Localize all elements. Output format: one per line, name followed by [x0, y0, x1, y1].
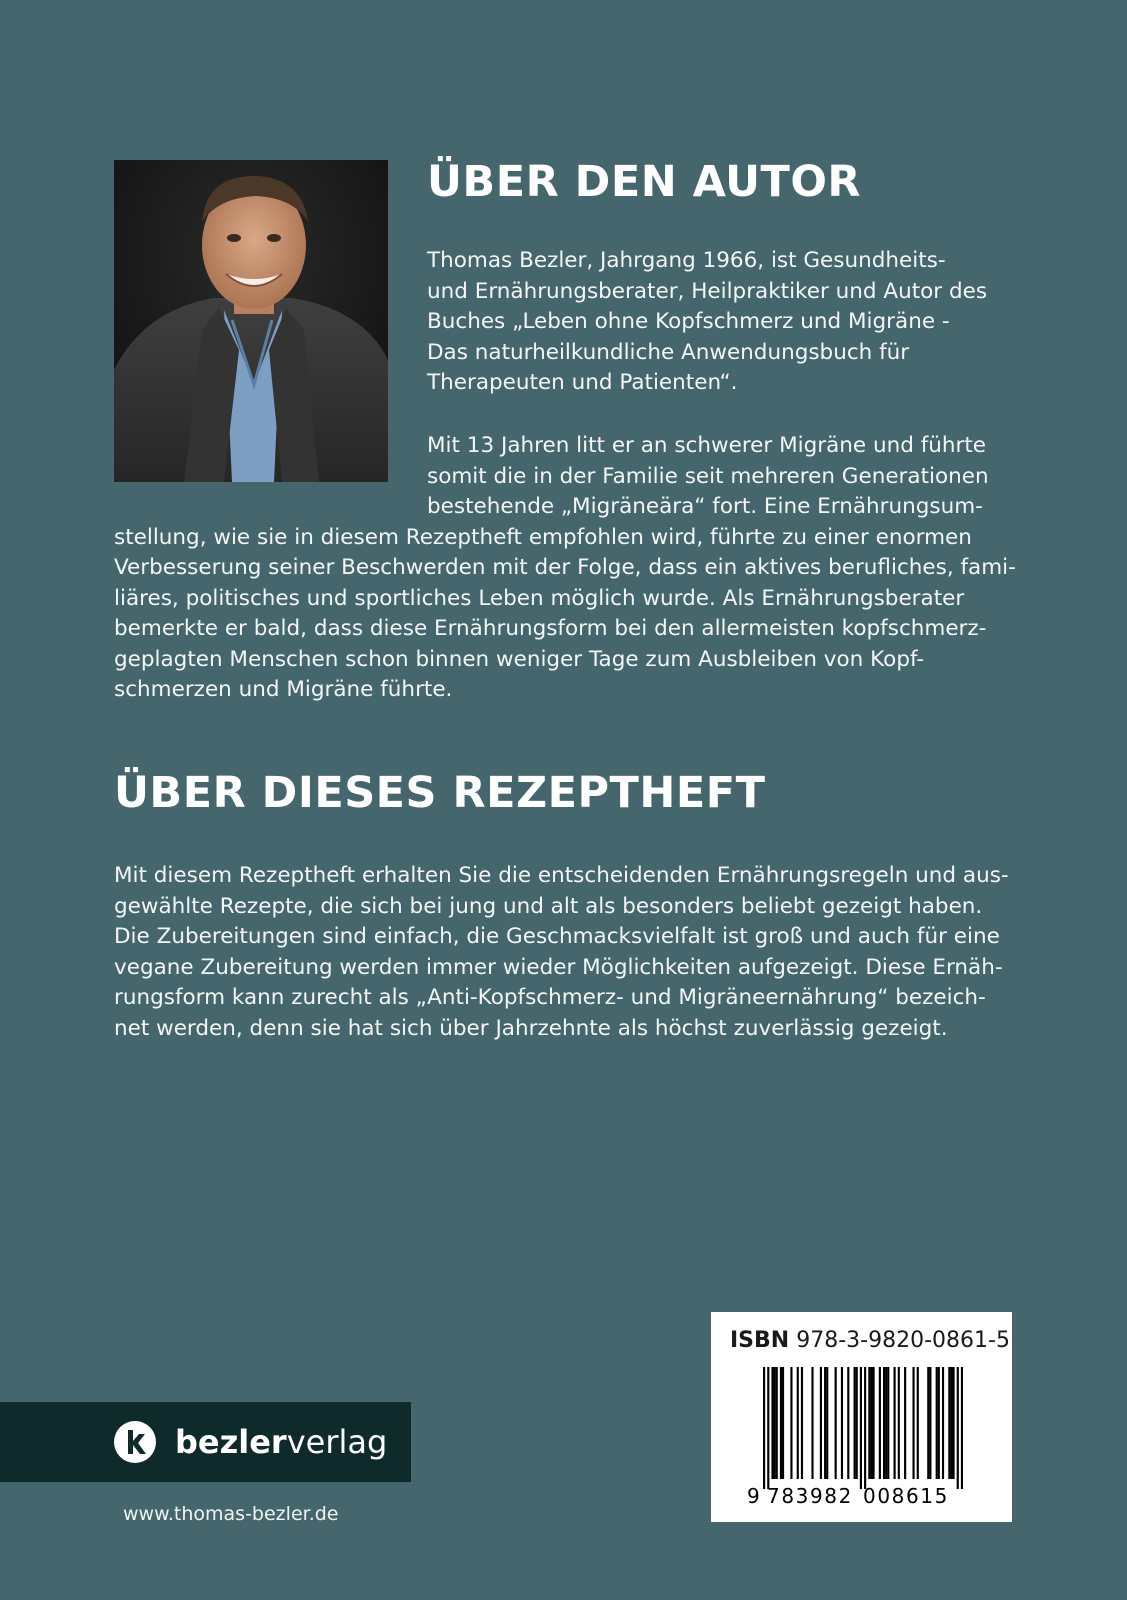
- barcode-bar: [868, 1367, 870, 1479]
- barcode-bar: [927, 1367, 929, 1479]
- barcode-bar: [883, 1367, 885, 1479]
- text-line: vegane Zubereitung werden immer wieder Möglichkeiten aufgezeigt. Diese Ernäh-: [114, 954, 1003, 980]
- barcode-bar: [961, 1367, 963, 1489]
- barcode-bar: [790, 1367, 792, 1479]
- barcode-bar: [872, 1367, 874, 1479]
- text-line: Therapeuten und Patienten“.: [427, 370, 738, 395]
- barcode-bar: [885, 1367, 887, 1479]
- barcode-bar: [854, 1367, 856, 1479]
- barcode-bar: [887, 1367, 889, 1479]
- barcode-bar: [936, 1367, 938, 1479]
- barcode-bar: [782, 1367, 784, 1479]
- text-line: Mit 13 Jahren litt er an schwerer Migräne und führte: [427, 433, 987, 458]
- barcode-bar: [771, 1367, 773, 1479]
- barcode-bar: [774, 1367, 776, 1479]
- isbn-label: ISBN: [730, 1328, 790, 1353]
- publisher-logo-bar: [0, 1402, 411, 1482]
- text-line: und Ernährungsberater, Heilpraktiker und Autor des: [427, 278, 988, 304]
- barcode-bar: [767, 1367, 769, 1489]
- barcode-bar: [801, 1367, 803, 1479]
- barcode-bar: [780, 1367, 782, 1479]
- barcode-bar: [847, 1367, 849, 1479]
- website-url: www.thomas-bezler.de: [123, 1503, 339, 1525]
- text-line: rungsform kann zurecht als „Anti-Kopfschmerz- und Migräneernährung“ bezeich-: [114, 985, 986, 1010]
- text-line: bestehende „Migräneära“ fort. Eine Ernährungsum-: [427, 494, 983, 519]
- text-line: gewählte Rezepte, die sich bei jung und alt als besonders beliebt gezeigt haben.: [114, 893, 983, 919]
- barcode-bar: [917, 1367, 919, 1479]
- barcode-bar: [904, 1367, 906, 1479]
- barcode-bar: [894, 1367, 896, 1479]
- author-paragraph-2: [114, 431, 1016, 706]
- barcode-bar: [824, 1367, 826, 1479]
- barcode-group-2: 008615: [863, 1484, 949, 1508]
- barcode-bar: [952, 1367, 954, 1479]
- barcode-bar: [820, 1367, 822, 1479]
- barcode-bar: [912, 1367, 914, 1479]
- barcode-bar: [870, 1367, 872, 1479]
- barcode-bar: [841, 1367, 843, 1479]
- barcode-bar: [826, 1367, 828, 1479]
- barcode-bar: [942, 1367, 944, 1479]
- barcode-bar: [811, 1367, 813, 1479]
- text-line: Thomas Bezler, Jahrgang 1966, ist Gesundheits-: [427, 248, 946, 273]
- publisher-name: [175, 1423, 387, 1461]
- text-line: Die Zubereitungen sind einfach, die Geschmacksvielfalt ist groß und auch für eine: [114, 924, 1000, 949]
- barcode: [763, 1367, 963, 1489]
- barcode-bar: [950, 1367, 952, 1479]
- barcode-bar: [776, 1367, 778, 1479]
- text-line: geplagten Menschen schon binnen weniger Tage zum Ausbleiben von Kopf-: [114, 646, 925, 672]
- barcode-bar: [898, 1367, 900, 1479]
- text-line: somit die in der Familie seit mehreren Generationen: [427, 463, 989, 489]
- author-paragraph-1: [427, 246, 987, 399]
- isbn-box: [711, 1312, 1012, 1522]
- text-line: Verbesserung seiner Beschwerden mit der Folge, dass ein aktives berufliches, fami-: [114, 555, 1016, 580]
- barcode-bar: [860, 1367, 862, 1489]
- barcode-bar: [929, 1367, 931, 1479]
- barcode-bar: [938, 1367, 940, 1479]
- publisher-name-light: verlag: [286, 1423, 388, 1461]
- text-line: Buches „Leben ohne Kopfschmerz und Migräne -: [427, 309, 950, 334]
- barcode-bar: [948, 1367, 950, 1479]
- barcode-bar: [864, 1367, 866, 1489]
- isbn-number: 978-3-9820-0861-5: [796, 1328, 1010, 1353]
- text-line: Das naturheilkundliche Anwendungsbuch für: [427, 339, 910, 365]
- text-line: Mit diesem Rezeptheft erhalten Sie die entscheidenden Ernährungsregeln und aus-: [114, 863, 1009, 888]
- barcode-bar: [763, 1367, 765, 1489]
- book-heading: ÜBER DIESES REZEPTHEFT: [114, 768, 766, 818]
- barcode-bar: [957, 1367, 959, 1489]
- text-line: bemerkte er bald, dass diese Ernährungsform bei den allermeisten kopfschmerz-: [114, 616, 987, 641]
- text-line: liäres, politisches und sportliches Leben möglich wurde. Als Ernährungsberater: [114, 585, 965, 611]
- barcode-bar: [879, 1367, 881, 1479]
- text-line: stellung, wie sie in diesem Rezeptheft empfohlen wird, führte zu einer enormen: [114, 524, 972, 550]
- barcode-bar: [797, 1367, 799, 1479]
- barcode-group-1: 783982: [767, 1484, 853, 1508]
- text-line: schmerzen und Migräne führte.: [114, 677, 453, 702]
- book-paragraph: [114, 861, 1009, 1044]
- barcode-bar: [856, 1367, 858, 1479]
- text-line: net werden, denn sie hat sich über Jahrzehnte als höchst zuverlässig gezeigt.: [114, 1015, 948, 1041]
- publisher-name-bold: bezler: [175, 1423, 287, 1461]
- barcode-bar: [835, 1367, 837, 1479]
- publisher-logo-icon: [113, 1420, 157, 1464]
- isbn-line: [730, 1328, 1010, 1353]
- author-heading: ÜBER DEN AUTOR: [427, 157, 862, 207]
- barcode-first-digit: 9: [747, 1484, 761, 1508]
